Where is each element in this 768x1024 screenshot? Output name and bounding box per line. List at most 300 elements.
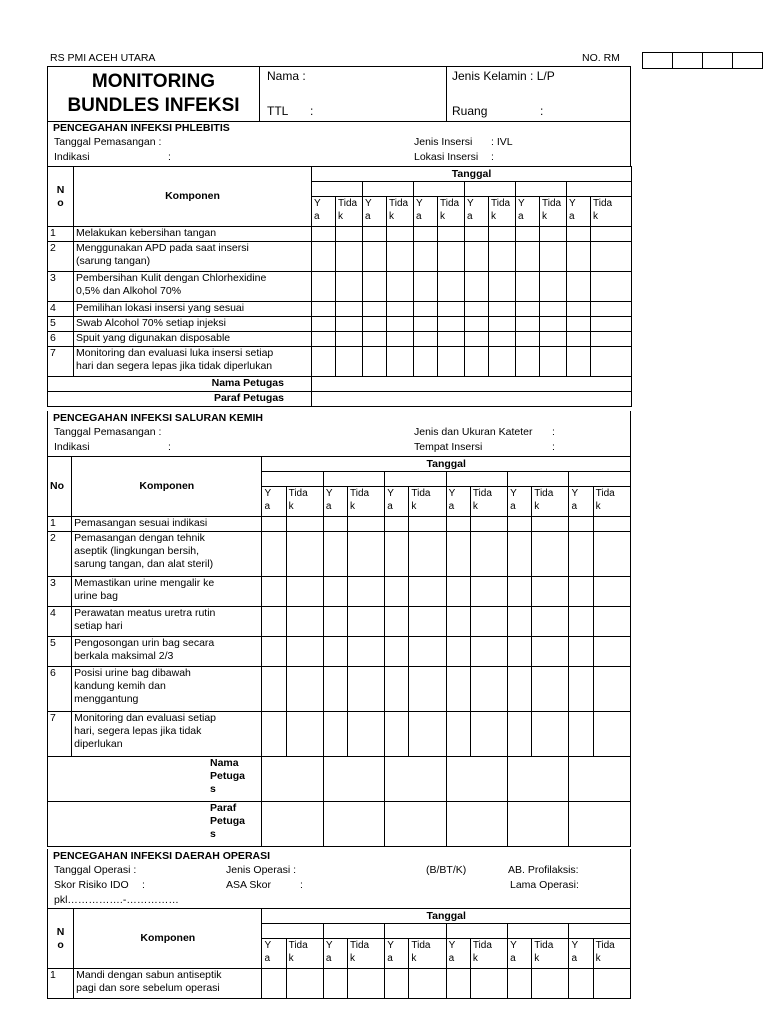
ya-header: Y a [323, 487, 347, 517]
ya-check-cell[interactable] [508, 532, 532, 577]
tidak-check-cell[interactable] [470, 607, 507, 637]
ya-check-cell[interactable] [569, 712, 593, 757]
row-number: 6 [48, 667, 72, 712]
tidak-header: Tida k [470, 939, 507, 969]
ya-header: Y a [385, 939, 409, 969]
tidak-check-cell[interactable] [532, 667, 569, 712]
rm-box[interactable] [643, 53, 673, 69]
table-row [48, 577, 631, 607]
tidak-check-cell[interactable] [348, 637, 385, 667]
ya-check-cell[interactable] [385, 517, 409, 532]
tidak-check-cell[interactable] [593, 577, 630, 607]
date-cell[interactable] [363, 182, 414, 197]
date-cell[interactable] [567, 182, 632, 197]
tidak-check-cell[interactable] [489, 332, 516, 347]
komponen-line: Pembersihan Kulit dengan Chlorhexidine [76, 272, 267, 284]
komponen-line: kandung kemih dan [74, 680, 166, 692]
s1-indikasi: Indikasi [54, 151, 90, 163]
tidak-check-cell[interactable] [336, 347, 363, 377]
ya-check-cell[interactable] [262, 712, 286, 757]
ya-check-cell[interactable] [567, 332, 591, 347]
s3-skor-colon: : [142, 879, 145, 891]
ya-check-cell[interactable] [465, 302, 489, 317]
tidak-check-cell[interactable] [540, 302, 567, 317]
ya-header: Y a [446, 487, 470, 517]
ya-check-cell[interactable] [323, 969, 347, 999]
ya-check-cell[interactable] [569, 667, 593, 712]
tidak-check-cell[interactable] [286, 667, 323, 712]
tidak-check-cell[interactable] [540, 227, 567, 242]
ya-check-cell[interactable] [516, 302, 540, 317]
komponen-line: Melakukan kebersihan tangan [76, 227, 217, 239]
section3-table [47, 908, 631, 999]
title-line2: BUNDLES INFEKSI [67, 95, 240, 116]
date-cell[interactable] [569, 924, 631, 939]
form-title [48, 67, 260, 121]
ya-check-cell[interactable] [414, 347, 438, 377]
tidak-check-cell[interactable] [489, 347, 516, 377]
tidak-check-cell[interactable] [591, 272, 632, 302]
tidak-check-cell[interactable] [409, 532, 446, 577]
tidak-check-cell[interactable] [438, 332, 465, 347]
row-komponen [74, 242, 312, 272]
date-cell[interactable] [516, 182, 567, 197]
tidak-check-cell[interactable] [438, 227, 465, 242]
ya-check-cell[interactable] [516, 242, 540, 272]
s1-paraf-petugas: Paraf Petugas [48, 392, 312, 407]
ya-check-cell[interactable] [516, 332, 540, 347]
ya-check-cell[interactable] [465, 227, 489, 242]
ya-check-cell[interactable] [385, 607, 409, 637]
hospital-name: RS PMI ACEH UTARA [50, 52, 156, 64]
petugas-cell[interactable] [262, 757, 323, 802]
ya-check-cell[interactable] [363, 302, 387, 317]
no-rm-boxes[interactable] [642, 52, 763, 69]
s1-no-header: N o [48, 167, 74, 227]
ya-check-cell[interactable] [312, 227, 336, 242]
row-number: 7 [48, 347, 74, 377]
komponen-line: Monitoring dan evaluasi luka insersi setiap [76, 347, 274, 359]
paraf-cell[interactable] [508, 802, 569, 847]
row-komponen [72, 532, 262, 577]
table-row [48, 227, 632, 242]
date-cell[interactable] [465, 182, 516, 197]
paraf-cell[interactable] [262, 802, 323, 847]
tidak-check-cell[interactable] [489, 272, 516, 302]
tidak-check-cell[interactable] [387, 317, 414, 332]
ya-check-cell[interactable] [414, 242, 438, 272]
ya-check-cell[interactable] [567, 227, 591, 242]
komponen-line: urine bag [74, 590, 118, 602]
petugas-cell[interactable] [312, 377, 632, 392]
tidak-check-cell[interactable] [540, 242, 567, 272]
tidak-check-cell[interactable] [387, 347, 414, 377]
tidak-check-cell[interactable] [532, 637, 569, 667]
ya-check-cell[interactable] [516, 317, 540, 332]
ruang-colon: : [540, 104, 544, 118]
tidak-check-cell[interactable] [336, 302, 363, 317]
ya-check-cell[interactable] [323, 577, 347, 607]
tidak-check-cell[interactable] [336, 242, 363, 272]
petugas-cell[interactable] [446, 757, 507, 802]
petugas-cell[interactable] [569, 757, 631, 802]
komponen-line: Pemasangan sesuai indikasi [74, 517, 208, 529]
table-row [48, 969, 631, 999]
ya-check-cell[interactable] [446, 667, 470, 712]
ya-check-cell[interactable] [465, 332, 489, 347]
row-number: 7 [48, 712, 72, 757]
date-cell[interactable] [385, 472, 446, 487]
komponen-line: Memastikan urine mengalir ke [74, 577, 215, 589]
tidak-check-cell[interactable] [387, 302, 414, 317]
ya-check-cell[interactable] [516, 272, 540, 302]
ya-check-cell[interactable] [446, 712, 470, 757]
row-number: 2 [48, 532, 72, 577]
komponen-line: Posisi urine bag dibawah [74, 667, 191, 679]
date-cell[interactable] [312, 182, 363, 197]
paraf-cell[interactable] [385, 802, 446, 847]
petugas-cell[interactable] [385, 757, 446, 802]
komponen-line: Pengosongan urin bag secara [74, 637, 215, 649]
tidak-check-cell[interactable] [348, 969, 385, 999]
tidak-check-cell[interactable] [593, 607, 630, 637]
ya-check-cell[interactable] [508, 637, 532, 667]
tidak-check-cell[interactable] [348, 607, 385, 637]
tidak-check-cell[interactable] [286, 607, 323, 637]
date-cell[interactable] [414, 182, 465, 197]
ya-check-cell[interactable] [446, 969, 470, 999]
ya-check-cell[interactable] [323, 607, 347, 637]
tidak-check-cell[interactable] [286, 532, 323, 577]
ttl-label: TTL [267, 104, 289, 118]
ya-check-cell[interactable] [508, 969, 532, 999]
ya-check-cell[interactable] [323, 517, 347, 532]
tidak-check-cell[interactable] [470, 969, 507, 999]
section3-title: PENCEGAHAN INFEKSI DAERAH OPERASI [53, 850, 271, 862]
ya-check-cell[interactable] [385, 969, 409, 999]
ya-check-cell[interactable] [446, 637, 470, 667]
tidak-check-cell[interactable] [470, 667, 507, 712]
ya-check-cell[interactable] [508, 577, 532, 607]
petugas-cell[interactable] [508, 757, 569, 802]
tidak-check-cell[interactable] [489, 242, 516, 272]
ya-check-cell[interactable] [446, 517, 470, 532]
ya-check-cell[interactable] [312, 272, 336, 302]
komponen-line: menggantung [74, 693, 139, 705]
ya-check-cell[interactable] [363, 317, 387, 332]
tidak-check-cell[interactable] [409, 667, 446, 712]
date-cell[interactable] [508, 924, 569, 939]
tidak-check-cell[interactable] [409, 969, 446, 999]
ya-check-cell[interactable] [569, 637, 593, 667]
ya-header: Y a [569, 939, 593, 969]
tidak-check-cell[interactable] [591, 227, 632, 242]
s2-indikasi-colon: : [168, 441, 171, 453]
tidak-check-cell[interactable] [409, 607, 446, 637]
petugas-cell[interactable] [323, 757, 384, 802]
ya-check-cell[interactable] [323, 532, 347, 577]
tidak-header: Tida k [470, 487, 507, 517]
s3-komponen-header: Komponen [74, 909, 262, 969]
ya-check-cell[interactable] [262, 667, 286, 712]
ya-check-cell[interactable] [465, 272, 489, 302]
rm-box[interactable] [673, 53, 703, 69]
tidak-header: Tida k [409, 487, 446, 517]
ya-check-cell[interactable] [414, 227, 438, 242]
row-komponen [72, 607, 262, 637]
date-cell[interactable] [323, 472, 384, 487]
ya-check-cell[interactable] [567, 272, 591, 302]
ya-check-cell[interactable] [262, 969, 286, 999]
paraf-cell[interactable] [446, 802, 507, 847]
tidak-header: Tida k [336, 197, 363, 227]
tidak-header: Tida k [540, 197, 567, 227]
ya-header: Y a [414, 197, 438, 227]
tidak-check-cell[interactable] [409, 517, 446, 532]
tidak-check-cell[interactable] [532, 532, 569, 577]
ya-check-cell[interactable] [508, 712, 532, 757]
tidak-header: Tida k [593, 487, 630, 517]
row-komponen [74, 227, 312, 242]
komponen-line: hari, segera lepas jika tidak [74, 725, 202, 737]
tidak-check-cell[interactable] [532, 607, 569, 637]
date-cell[interactable] [262, 472, 323, 487]
tidak-check-cell[interactable] [532, 577, 569, 607]
tidak-check-cell[interactable] [438, 242, 465, 272]
ya-check-cell[interactable] [569, 969, 593, 999]
s3-lama-operasi: Lama Operasi: [510, 879, 579, 891]
tidak-check-cell[interactable] [540, 317, 567, 332]
komponen-line: Perawatan meatus uretra rutin [74, 607, 216, 619]
tidak-check-cell[interactable] [593, 517, 630, 532]
tidak-check-cell[interactable] [336, 272, 363, 302]
s1-jenis-insersi: Jenis Insersi [414, 136, 473, 148]
tidak-check-cell[interactable] [286, 712, 323, 757]
tidak-check-cell[interactable] [591, 242, 632, 272]
tidak-check-cell[interactable] [336, 317, 363, 332]
table-row [48, 332, 632, 347]
komponen-line: sarung tangan, dan alat steril) [74, 558, 214, 570]
tidak-check-cell[interactable] [336, 332, 363, 347]
tidak-check-cell[interactable] [532, 712, 569, 757]
ya-check-cell[interactable] [567, 317, 591, 332]
row-number: 1 [48, 969, 74, 999]
ya-check-cell[interactable] [363, 347, 387, 377]
row-number: 5 [48, 637, 72, 667]
s2-tempat-colon: : [552, 441, 555, 453]
ya-check-cell[interactable] [465, 317, 489, 332]
ya-check-cell[interactable] [262, 517, 286, 532]
tidak-check-cell[interactable] [387, 242, 414, 272]
tidak-check-cell[interactable] [409, 577, 446, 607]
tidak-check-cell[interactable] [591, 347, 632, 377]
s3-tanggal-operasi: Tanggal Operasi : [54, 864, 137, 876]
tidak-check-cell[interactable] [387, 227, 414, 242]
tidak-check-cell[interactable] [540, 332, 567, 347]
ya-check-cell[interactable] [465, 347, 489, 377]
date-cell[interactable] [569, 472, 631, 487]
ya-check-cell[interactable] [414, 272, 438, 302]
tidak-header: Tida k [387, 197, 414, 227]
rm-box[interactable] [703, 53, 733, 69]
ya-header: Y a [262, 939, 286, 969]
ya-check-cell[interactable] [312, 317, 336, 332]
row-komponen [74, 302, 312, 317]
tidak-check-cell[interactable] [348, 532, 385, 577]
ya-check-cell[interactable] [262, 577, 286, 607]
tidak-check-cell[interactable] [593, 667, 630, 712]
row-number: 3 [48, 577, 72, 607]
tidak-check-cell[interactable] [489, 302, 516, 317]
paraf-cell[interactable] [569, 802, 631, 847]
jenis-kelamin-label: Jenis Kelamin : L/P [452, 69, 555, 83]
s1-tanggal-pemasangan: Tanggal Pemasangan : [54, 136, 162, 148]
ya-check-cell[interactable] [385, 712, 409, 757]
ya-check-cell[interactable] [262, 607, 286, 637]
date-cell[interactable] [446, 924, 507, 939]
ya-check-cell[interactable] [323, 637, 347, 667]
ya-check-cell[interactable] [312, 302, 336, 317]
tidak-check-cell[interactable] [348, 667, 385, 712]
paraf-cell[interactable] [312, 392, 632, 407]
tidak-check-cell[interactable] [593, 969, 630, 999]
tidak-check-cell[interactable] [286, 517, 323, 532]
tidak-check-cell[interactable] [591, 302, 632, 317]
tidak-check-cell[interactable] [532, 517, 569, 532]
tidak-check-cell[interactable] [409, 637, 446, 667]
ya-check-cell[interactable] [385, 637, 409, 667]
tidak-check-cell[interactable] [593, 712, 630, 757]
row-number: 1 [48, 517, 72, 532]
ya-check-cell[interactable] [569, 532, 593, 577]
komponen-line: Monitoring dan evaluasi setiap [74, 712, 216, 724]
tidak-check-cell[interactable] [470, 577, 507, 607]
tidak-check-cell[interactable] [348, 712, 385, 757]
tidak-check-cell[interactable] [387, 272, 414, 302]
ya-check-cell[interactable] [569, 577, 593, 607]
tidak-check-cell[interactable] [438, 272, 465, 302]
ya-check-cell[interactable] [508, 607, 532, 637]
tidak-header: Tida k [591, 197, 632, 227]
tidak-check-cell[interactable] [470, 712, 507, 757]
tidak-check-cell[interactable] [593, 637, 630, 667]
rm-box[interactable] [733, 53, 763, 69]
tidak-check-cell[interactable] [286, 577, 323, 607]
ya-check-cell[interactable] [363, 332, 387, 347]
komponen-line: (sarung tangan) [76, 255, 151, 267]
s2-paraf-petugas: Paraf Petuga s [48, 802, 262, 847]
ya-check-cell[interactable] [414, 317, 438, 332]
tidak-check-cell[interactable] [336, 227, 363, 242]
row-komponen [74, 317, 312, 332]
date-cell[interactable] [446, 472, 507, 487]
tidak-check-cell[interactable] [540, 347, 567, 377]
ya-check-cell[interactable] [516, 347, 540, 377]
ya-check-cell[interactable] [465, 242, 489, 272]
tidak-check-cell[interactable] [438, 302, 465, 317]
ya-check-cell[interactable] [323, 712, 347, 757]
tidak-check-cell[interactable] [409, 712, 446, 757]
komponen-line: diperlukan [74, 738, 123, 750]
date-cell[interactable] [508, 472, 569, 487]
ya-check-cell[interactable] [414, 302, 438, 317]
tidak-check-cell[interactable] [591, 317, 632, 332]
paraf-cell[interactable] [323, 802, 384, 847]
ya-check-cell[interactable] [569, 607, 593, 637]
tidak-check-cell[interactable] [387, 332, 414, 347]
ya-check-cell[interactable] [567, 302, 591, 317]
tidak-check-cell[interactable] [593, 532, 630, 577]
ya-header: Y a [569, 487, 593, 517]
komponen-line: Swab Alcohol 70% setiap injeksi [76, 317, 227, 329]
ya-check-cell[interactable] [508, 517, 532, 532]
ya-check-cell[interactable] [508, 667, 532, 712]
ya-check-cell[interactable] [414, 332, 438, 347]
tidak-check-cell[interactable] [348, 517, 385, 532]
tidak-check-cell[interactable] [591, 332, 632, 347]
s2-jenis-ukuran: Jenis dan Ukuran Kateter [414, 426, 533, 438]
tidak-check-cell[interactable] [470, 637, 507, 667]
s3-tanggal-header: Tanggal [262, 909, 631, 924]
date-cell[interactable] [262, 924, 323, 939]
ya-check-cell[interactable] [446, 532, 470, 577]
ya-check-cell[interactable] [262, 637, 286, 667]
table-row [48, 532, 631, 577]
ya-check-cell[interactable] [363, 227, 387, 242]
s3-ab-profilaksis: AB. Profilaksis: [508, 864, 579, 876]
date-cell[interactable] [385, 924, 446, 939]
tidak-check-cell[interactable] [286, 637, 323, 667]
table-row [48, 667, 631, 712]
ya-check-cell[interactable] [567, 347, 591, 377]
ya-check-cell[interactable] [312, 347, 336, 377]
tidak-check-cell[interactable] [489, 227, 516, 242]
table-row [48, 242, 632, 272]
ya-check-cell[interactable] [385, 667, 409, 712]
ya-check-cell[interactable] [323, 667, 347, 712]
tidak-check-cell[interactable] [470, 517, 507, 532]
ya-check-cell[interactable] [262, 532, 286, 577]
tidak-check-cell[interactable] [348, 577, 385, 607]
s1-lokasi-insersi: Lokasi Insersi [414, 151, 479, 163]
section2-title: PENCEGAHAN INFEKSI SALURAN KEMIH [53, 412, 264, 424]
tidak-check-cell[interactable] [489, 317, 516, 332]
tidak-check-cell[interactable] [532, 969, 569, 999]
ya-check-cell[interactable] [363, 272, 387, 302]
date-cell[interactable] [323, 924, 384, 939]
komponen-line: Mandi dengan sabun antiseptik [76, 969, 222, 981]
tidak-check-cell[interactable] [540, 272, 567, 302]
row-number: 3 [48, 272, 74, 302]
tidak-check-cell[interactable] [438, 347, 465, 377]
tidak-check-cell[interactable] [286, 969, 323, 999]
ya-check-cell[interactable] [312, 332, 336, 347]
s3-skor-ido: Skor Risiko IDO [54, 879, 129, 891]
ya-check-cell[interactable] [516, 227, 540, 242]
ya-check-cell[interactable] [363, 242, 387, 272]
ya-check-cell[interactable] [446, 577, 470, 607]
ya-check-cell[interactable] [567, 242, 591, 272]
ya-check-cell[interactable] [385, 532, 409, 577]
ya-check-cell[interactable] [312, 242, 336, 272]
table-row [48, 607, 631, 637]
ya-check-cell[interactable] [385, 577, 409, 607]
ya-check-cell[interactable] [446, 607, 470, 637]
ya-check-cell[interactable] [569, 517, 593, 532]
ya-header: Y a [323, 939, 347, 969]
tidak-check-cell[interactable] [438, 317, 465, 332]
tidak-check-cell[interactable] [470, 532, 507, 577]
